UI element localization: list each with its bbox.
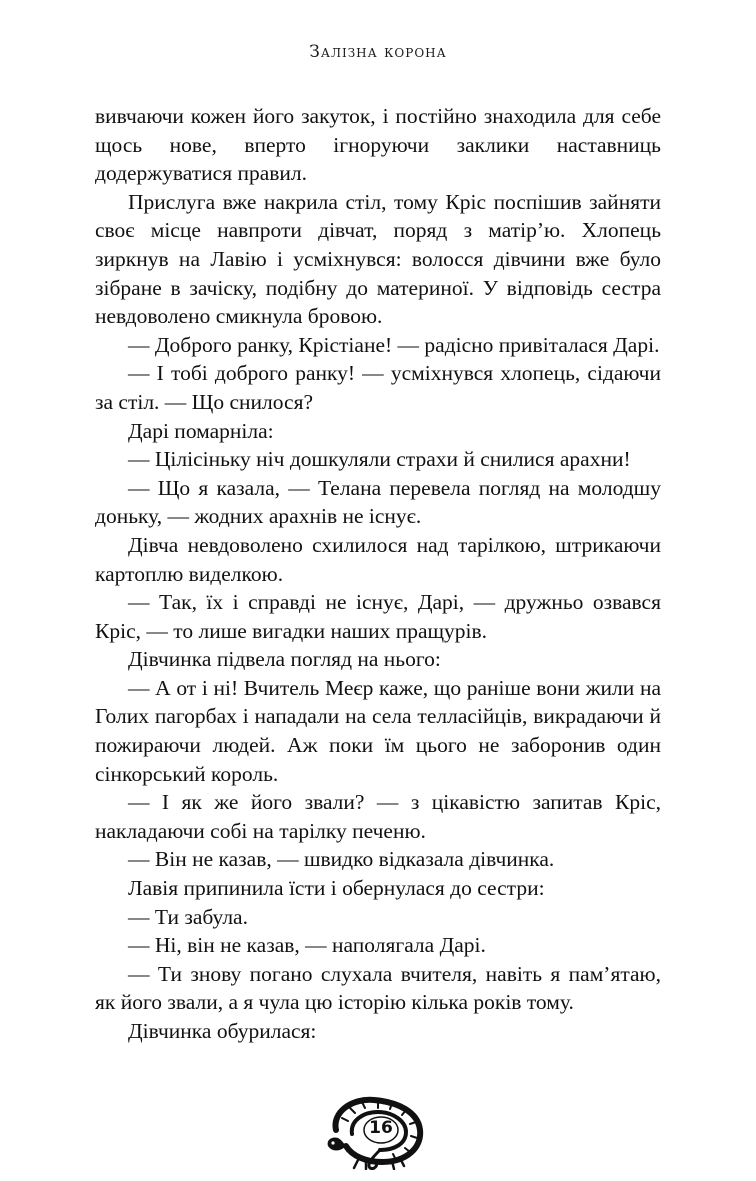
paragraph: Прислуга вже накрила стіл, тому Кріс поспішив зайняти своє місце навпроти дівчат, поряд з матір’ю. Хлопець зиркнув на Лавію і усміхнувся: волосся дівчини вже було зібране в зачіску, подібну до материної. У відповідь сестра невдоволено смикнула бровою.: [95, 189, 661, 329]
paragraph: — Що я казала, — Телана перевела погляд на молодшу доньку, — жодних арахнів не існує.: [95, 475, 661, 529]
paragraph: Дівчинка підвела погляд на нього:: [128, 647, 441, 672]
paragraph: — Доброго ранку, Крістіане! — радісно привіталася Дарі.: [128, 332, 660, 357]
paragraph: — Ні, він не казав, — наполягала Дарі.: [128, 933, 486, 958]
paragraph: Дівчинка обурилася:: [128, 1019, 317, 1043]
page-number: 16: [369, 1118, 393, 1138]
paragraph: Дівча невдоволено схилилося над тарілкою, штрикаючи картоплю виделкою.: [95, 532, 661, 586]
paragraph: — Ти знову погано слухала вчителя, навіть я пам’ятаю, як його звали, а я чула цю історію кілька років тому.: [95, 961, 661, 1015]
paragraph: вивчаючи кожен його закуток, і постійно знаходила для себе щось нове, вперто ігноруючи заклики наставниць додержуватися правил.: [95, 104, 661, 186]
page-number-ornament: [322, 1090, 434, 1170]
paragraph: — Ти забула.: [128, 904, 248, 929]
running-head-title: Залізна корона: [309, 42, 447, 62]
paragraph: — А от і ні! Вчитель Меєр каже, що раніше вони жили на Голих пагорбах і нападали на села телласійців, викрадаючи й пожираючи людей. Аж поки їм цього не заборонив один сінкорський король.: [95, 675, 661, 786]
paragraph: — Так, їх і справді не існує, Дарі, — дружньо озвався Кріс, — то лише вигадки наших пращурів.: [95, 590, 661, 643]
page-body-text: [95, 102, 661, 1046]
paragraph: — І як же його звали? — з цікавістю запитав Кріс, накладаючи собі на тарілку печеню.: [95, 790, 661, 843]
paragraph: — Він не казав, — швидко відказала дівчинка.: [128, 847, 555, 872]
paragraph: Дарі помарніла:: [128, 418, 274, 443]
paragraph: Лавія припинила їсти і обернулася до сестри:: [128, 876, 545, 901]
paragraph: — І тобі доброго ранку! — усміхнувся хлопець, сідаючи за стіл. — Що снилося?: [95, 361, 661, 414]
paragraph: — Цілісіньку ніч дошкуляли страхи й снилися арахни!: [128, 447, 631, 472]
